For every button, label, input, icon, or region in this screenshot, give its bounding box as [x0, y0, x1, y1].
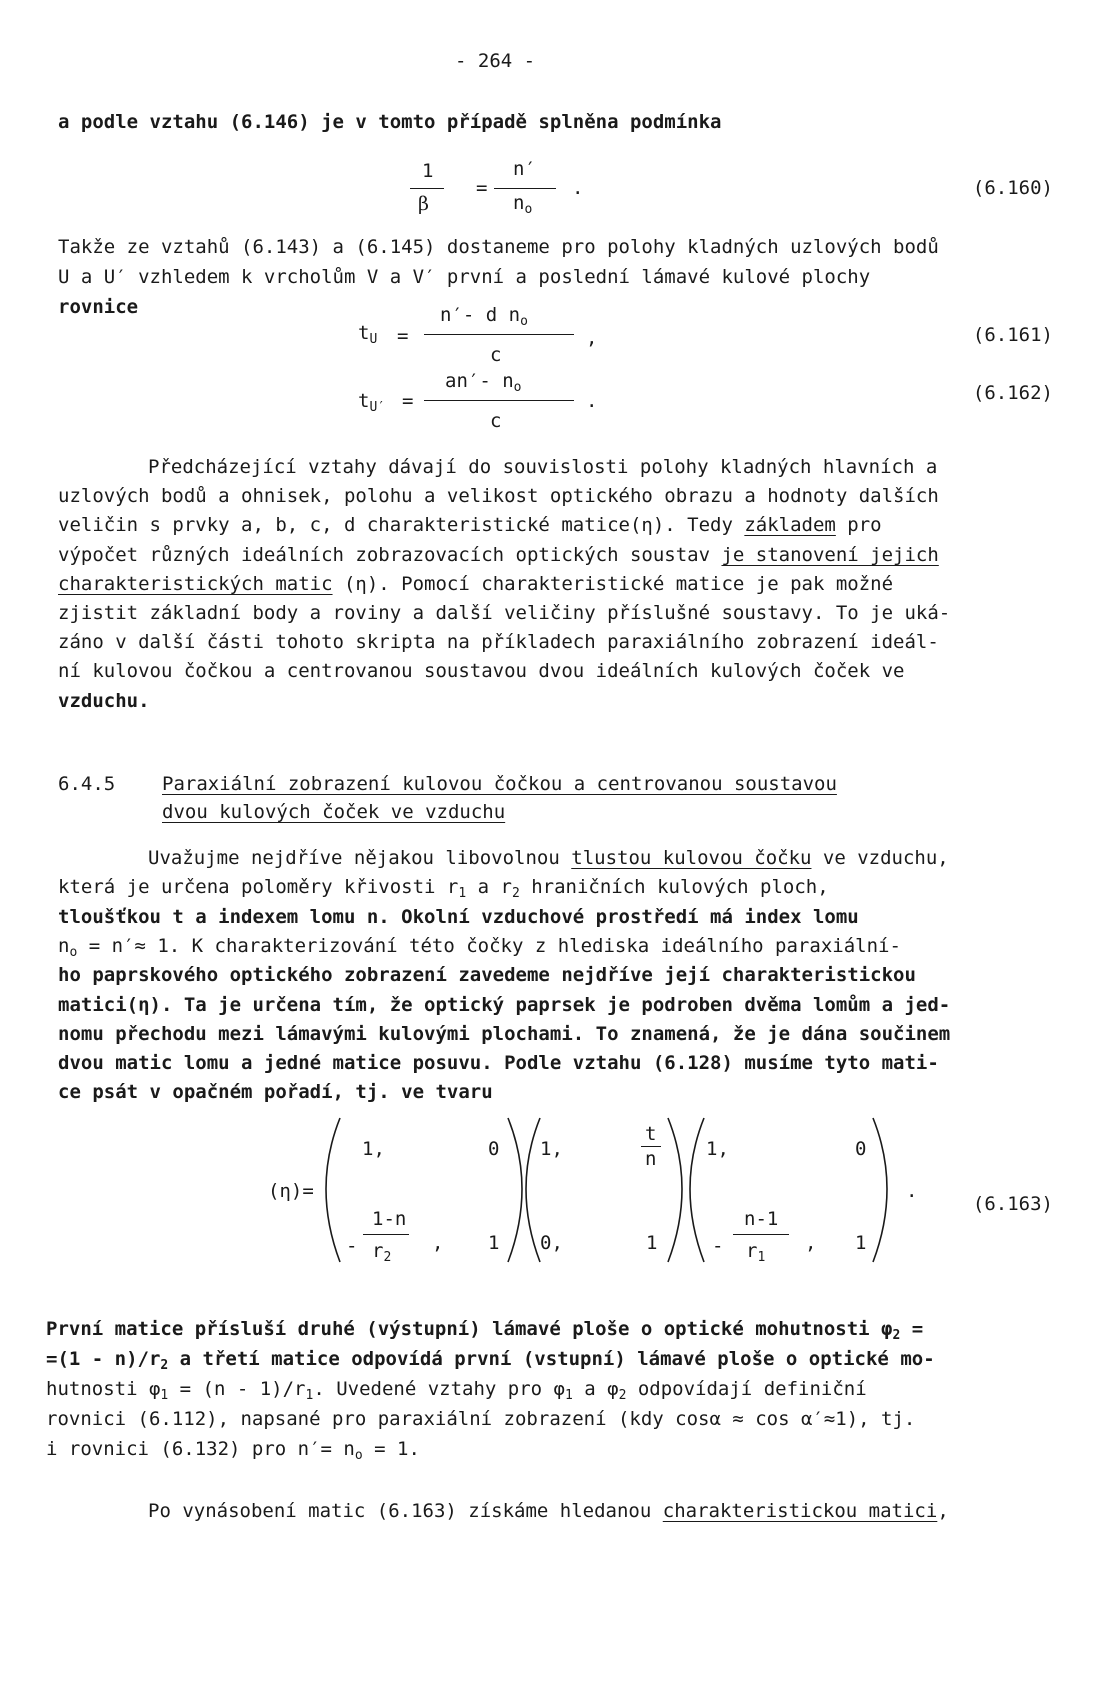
- m3-c-sign: -: [712, 1235, 724, 1257]
- predch-line-3: veličin s prvky a, b, c, d charakteristické matice(η). Tedy základem pro: [58, 514, 882, 536]
- m3-b: 0: [855, 1138, 867, 1160]
- m3-a: 1,: [706, 1138, 729, 1160]
- section-number: 6.4.5: [58, 773, 116, 795]
- eq160-rhs-num: n′: [513, 158, 536, 180]
- prvni-line-4: rovnici (6.112), napsané pro paraxiální zobrazení (kdy cosα ≈ cos α′≈1), tj.: [46, 1408, 916, 1430]
- predch-line-9: vzduchu.: [58, 690, 150, 712]
- predch-line-1: Předcházející vztahy dávají do souvislosti polohy kladných hlavních a: [148, 456, 938, 478]
- m1-b: 0: [488, 1138, 500, 1160]
- uvaz-line-6: matici(η). Ta je určena tím, že optický paprsek je podroben dvěma lomům a jed-: [58, 994, 951, 1016]
- m2-d: 1: [646, 1232, 658, 1254]
- predch-line-5: charakteristických matic (η). Pomocí charakteristické matice je pak možné: [58, 573, 894, 595]
- eq162-num: an′- $n_o$: [445, 370, 522, 395]
- m2-a: 1,: [540, 1138, 563, 1160]
- section-title-line-2: dvou kulových čoček ve vzduchu: [162, 801, 506, 823]
- m3-c-den: $r_1$: [746, 1240, 766, 1265]
- uvaz-line-4: $n_o = n'\approx 1$. K charakterizování této čočky z hlediska ideálního paraxiální-: [58, 935, 901, 960]
- m1-c-den: $r_2$: [372, 1240, 392, 1265]
- m1-c-sign: -: [346, 1235, 358, 1257]
- eq161-equals: =: [397, 325, 409, 347]
- eq161-comma: ,: [586, 327, 598, 349]
- eq163-period: .: [906, 1180, 918, 1202]
- predch-line-7: záno v další části tohoto skripta na příkladech paraxiálního zobrazení ideál-: [58, 631, 939, 653]
- eq162-equals: =: [402, 390, 414, 412]
- eq160-label: (6.160): [972, 177, 1053, 199]
- uvaz-line-3: tloušťkou t a indexem lomu n. Okolní vzduchové prostředí má index lomu: [58, 906, 859, 928]
- eq162-label: (6.162): [972, 382, 1053, 404]
- predch-line-4: výpočet různých ideálních zobrazovacích optických soustav je stanovení jejich: [58, 544, 939, 566]
- uvaz-line-1: Uvažujme nejdříve nějakou libovolnou tlustou kulovou čočku ve vzduchu,: [148, 847, 949, 869]
- predch-line-2: uzlových bodů a ohnisek, polohu a velikost optického obrazu a hodnoty dalších: [58, 485, 939, 507]
- uvaz-line-2: která je určena poloměry křivosti $r_1$ a $r_2$ hraničních kulových ploch,: [58, 876, 829, 901]
- eq162-period: .: [586, 390, 598, 412]
- eq160-rhs-den: $n_o$: [513, 192, 533, 217]
- predch-line-8: ní kulovou čočkou a centrovanou soustavou dvou ideálních kulových čoček ve: [58, 660, 905, 682]
- eq160-lhs-den: β: [418, 193, 429, 215]
- m2-b-num: t: [645, 1123, 657, 1145]
- m3-d: 1: [855, 1232, 867, 1254]
- m3-c-comma: ,: [805, 1232, 817, 1254]
- m1-c-comma: ,: [432, 1232, 444, 1254]
- eq161-num: n′- d $n_o$: [440, 304, 528, 329]
- intro-line: a podle vztahu (6.146) je v tomto případě splněna podmínka: [58, 111, 722, 133]
- takze-line-3: rovnice: [58, 296, 139, 318]
- eq160-equals: =: [476, 177, 488, 199]
- m1-c-num: 1-n: [372, 1208, 407, 1230]
- uvaz-line-9: ce psát v opačném pořadí, tj. ve tvaru: [58, 1081, 493, 1103]
- eq162-lhs: $t_{U'}$: [358, 390, 386, 415]
- predch-line-6: zjistit základní body a roviny a další veličiny příslušné soustavy. To je uká-: [58, 602, 951, 624]
- m3-c-num: n-1: [744, 1208, 779, 1230]
- eq160-lhs-num: 1: [422, 160, 434, 182]
- prvni-line-3: hutnosti $\varphi_1 = (n - 1)/r_1$. Uvedené vztahy pro $\varphi_1$ a $\varphi_2$ odpovídají definiční: [46, 1378, 867, 1403]
- uvaz-line-5: ho paprskového optického zobrazení zavedeme nejdříve její charakteristickou: [58, 964, 916, 986]
- eq162-den: c: [490, 410, 502, 432]
- last-line: Po vynásobení matic (6.163) získáme hledanou charakteristickou matici,: [148, 1500, 949, 1522]
- prvni-line-2: $=(1 - n)/r_2$ a třetí matice odpovídá první (vstupní) lámavé ploše o optické mo-: [46, 1348, 935, 1373]
- m2-c: 0,: [540, 1232, 563, 1254]
- eq161-lhs: $t_U$: [358, 322, 378, 347]
- prvni-line-1: První matice přísluší druhé (výstupní) lámavé ploše o optické mohutnosti $\varphi_2$ =: [46, 1318, 924, 1343]
- prvni-line-5: i rovnici (6.132) pro $n'= n_o = 1$.: [46, 1438, 420, 1463]
- takze-line-1: Takže ze vztahů (6.143) a (6.145) dostaneme pro polohy kladných uzlových bodů: [58, 236, 939, 258]
- eq160-period: .: [572, 177, 584, 199]
- page-number: - 264 -: [455, 50, 536, 72]
- eq163-lhs: (η)=: [268, 1180, 314, 1202]
- m3-c-bar: [733, 1234, 789, 1235]
- eq163-label: (6.163): [972, 1193, 1053, 1215]
- takze-line-2: U a U′ vzhledem k vrcholům V a V′ první a poslední lámavé kulové plochy: [58, 266, 871, 288]
- section-title-line-1: Paraxiální zobrazení kulovou čočkou a centrovanou soustavou: [162, 773, 837, 795]
- m2-b-bar: [641, 1146, 661, 1147]
- m1-d: 1: [488, 1232, 500, 1254]
- eq161-den: c: [490, 344, 502, 366]
- uvaz-line-8: dvou matic lomu a jedné matice posuvu. Podle vztahu (6.128) musíme tyto mati-: [58, 1052, 939, 1074]
- uvaz-line-7: nomu přechodu mezi lámavými kulovými plochami. To znamená, že je dána součinem: [58, 1023, 951, 1045]
- m1-c-bar: [363, 1234, 409, 1235]
- m2-b-den: n: [645, 1148, 657, 1170]
- eq161-label: (6.161): [972, 324, 1053, 346]
- m1-a: 1,: [362, 1138, 385, 1160]
